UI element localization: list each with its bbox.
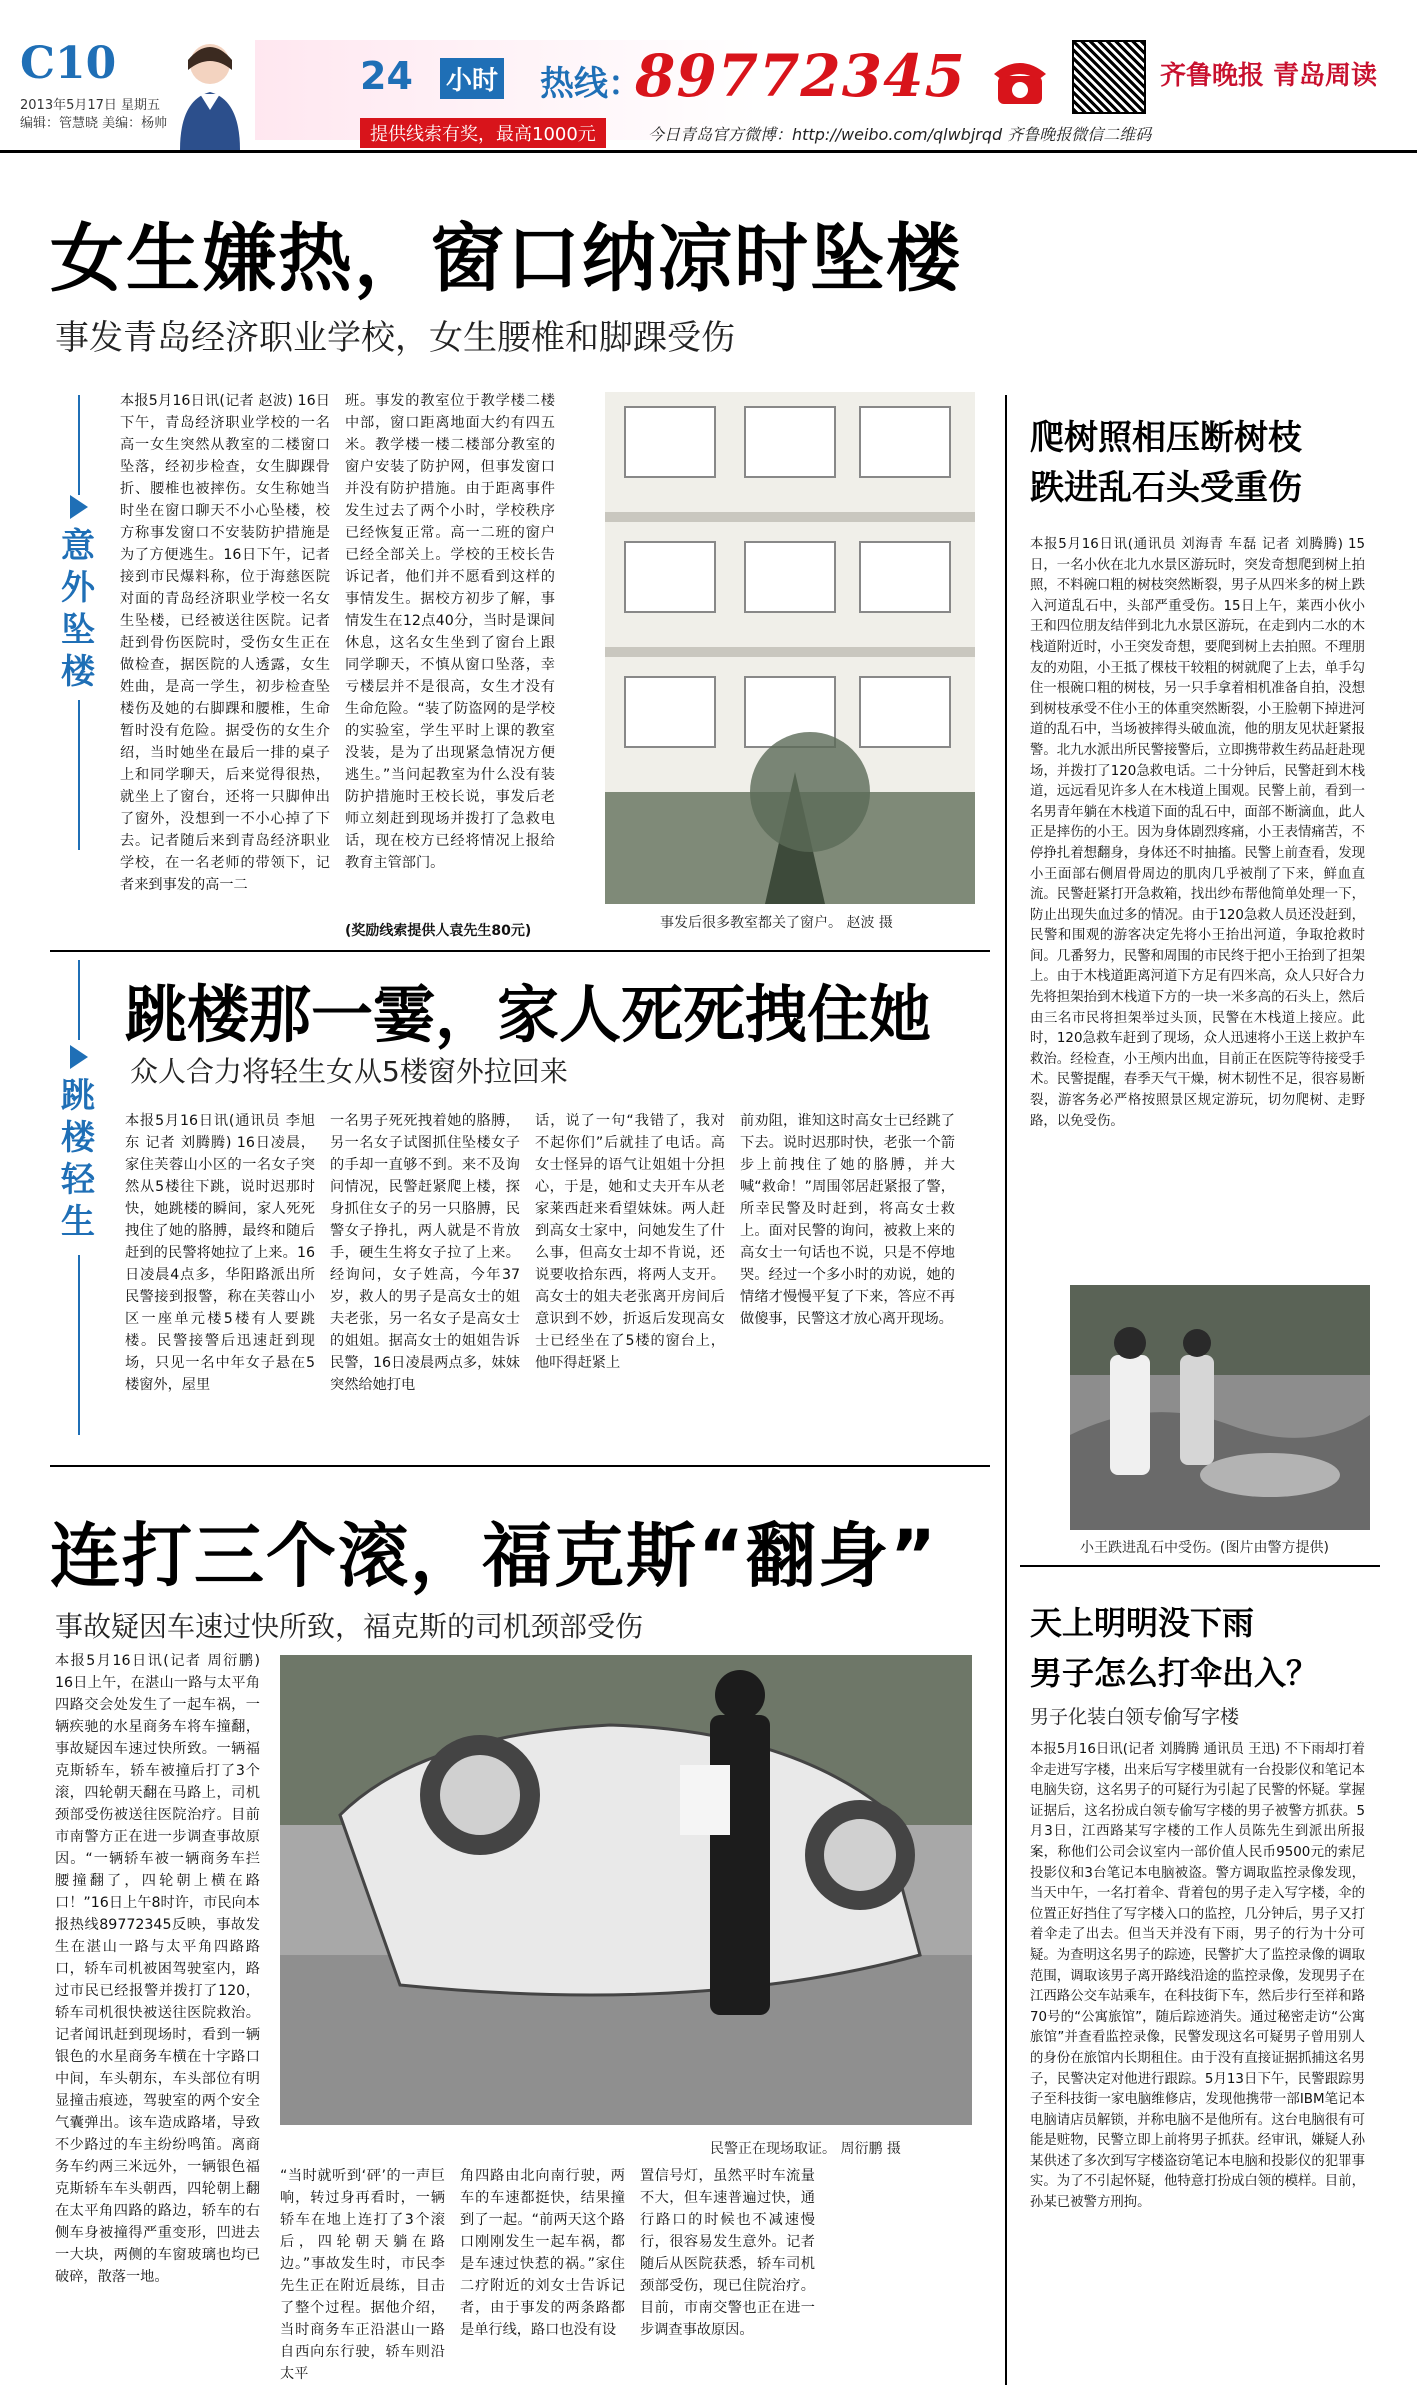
- story4-title-line2: 跌进乱石头受重伤: [1030, 468, 1302, 508]
- brand-logo: 齐鲁晚报 青岛周读: [1160, 61, 1378, 91]
- story2-col1: 本报5月16日讯(通讯员 李旭东 记者 刘腾腾) 16日凌晨，家住芙蓉山小区的一名女子突然从5楼往下跳，说时迟那时快，她跳楼的瞬间，家人死死拽住了她的胳膊，最终和随后赶到的民警将她拉了上来。16日凌晨4点多，华阳路派出所民警接到报警，称在芙蓉山小区一座单元楼5楼有人要跳楼。民警接警后迅速赶到现场，只见一名中年女子悬在5楼窗外，屋里: [125, 1113, 315, 1393]
- reward-badge: 提供线索有奖，最高1000元: [360, 118, 606, 148]
- story1-col1: 本报5月16日讯(记者 赵波) 16日下午，青岛经济职业学校的一名高一女生突然从教室的二楼窗口坠落，经初步检查，女生脚踝骨折、腰椎也被摔伤。女生称她当时坐在窗口聊天不小心坠楼，校方称事发窗口不安装防护措施是为了方便逃生。16日下午，记者接到市民爆料称，位于海慈医院对面的青岛经济职业学校一名女生坠楼，已经被送往医院。记者赶到骨伤医院时，受伤女生正在做检查，据医院的人透露，女生姓曲，是高一学生，初步检查坠楼伤及她的右脚踝和腰椎，生命暂时没有危险。据受伤的女生介绍，当时她坐在最后一排的桌子上和同学聊天，后来觉得很热，就坐上了窗台，还将一只脚伸出了窗外，没想到一不小心掉了下去。记者随后来到青岛经济职业学校，在一名老师的带领下，记者来到事发的高一二: [120, 393, 330, 893]
- story2-bottom-rule: [50, 1465, 990, 1467]
- story3-photo: [280, 1655, 972, 2125]
- story2-section-arrow: [70, 1045, 88, 1069]
- hotline-hours: 小时: [440, 58, 504, 99]
- story5-title-line1: 天上明明没下雨: [1030, 1604, 1255, 1642]
- story3-col2: “当时就听到‘砰’的一声巨响，转过身再看时，一辆轿车在地上连打了3个滚后，四轮朝天躺在路边。”事故发生时，市民李先生正在附近晨练，目击了整个过程。据他介绍，当时商务车正沿湛山一路自西向东行驶，轿车则沿太平: [280, 2168, 445, 2382]
- story2-col4: 前劝阻，谁知这时高女士已经跳了下去。说时迟那时快，老张一个箭步上前拽住了她的胳膊，并大喊“救命！”周围邻居赶紧报了警，所幸民警及时赶到，将高女士救上。面对民警的询问，被救上来的高女士一句话也不说，只是不停地哭。经过一个多小时的劝说，她的情绪才慢慢平复了下来，答应不再做傻事，民警这才放心离开现场。: [740, 1113, 955, 1327]
- story3-col1: 本报5月16日讯(记者 周衍鹏) 16日上午，在湛山一路与太平角四路交会处发生了一起车祸，一辆疾驰的水星商务车将车撞翻，事故疑因车速过快所致。一辆福克斯轿车，轿车被撞后打了3个滚，四轮朝天翻在马路上，司机颈部受伤被送往医院治疗。目前市南警方正在进一步调查事故原因。“一辆轿车被一辆商务车拦腰撞翻了，四轮朝上横在路口！”16日上午8时许，市民向本报热线89772345反映，事故发生在湛山一路与太平角四路路口，轿车司机被困驾驶室内，路过市民已经报警并拨打了120，轿车司机很快被送往医院救治。记者闻讯赶到现场时，看到一辆银色的水星商务车横在十字路口中间，车头朝东，车头部位有明显撞击痕迹，驾驶室的两个安全气囊弹出。该车造成路堵，导致不少路过的车主纷纷鸣笛。离商务车约两三米远外，一辆银色福克斯轿车车头朝西，四轮朝上翻在太平角四路的路边，轿车的右侧车身被撞得严重变形，凹进去一大块，两侧的车窗玻璃也均已破碎，散落一地。: [55, 1653, 260, 2285]
- story1-bottom-rule: [50, 950, 990, 952]
- story2-section-line: [78, 960, 80, 1040]
- story4-text: 本报5月16日讯(通讯员 刘海青 车磊 记者 刘腾腾) 15日，一名小伙在北九水景区游玩时，突发奇想爬到树上拍照，不料碗口粗的树枝突然断裂，男子从四米多的树上跌入河道乱石中，头部严重受伤。15日上午，莱西小伙小王和四位朋友结伴到北九水景区游玩，在走到内二水的木栈道附近时，小王突发奇想，要爬到树上去拍照。不理朋友的劝阻，小王抵了棵枝干较粗的树就爬了上去，单手勾住一根碗口粗的树枝，另一只手拿着相机准备自拍，没想到树枝承受不住小王的体重突然断裂，小王脸朝下掉进河道的乱石中，当场被摔得头破血流，他的朋友见状赶紧报警。北九水派出所民警接警后，立即携带救生药品赶赴现场，并拨打了120急救电话。二十分钟后，民警赶到木栈道，远远看见许多人在木栈道上围观。民警上前，看到一名男青年躺在木栈道下面的乱石中，面部不断滴血，此人正是摔伤的小王。因为身体剧烈疼痛，小王表情痛苦，不停挣扎着想翻身，身体还不时抽搐。民警上前查看，发现小王面部右侧眉骨周边的肌肉几乎被削了下来，鲜血直流。民警赶紧打开急救箱，找出纱布帮他简单处理一下，防止出现失血过多的情况。由于120急救人员还没赶到，民警和围观的游客决定先将小王抬出河道，争取抢救时间。几番努力，民警和周围的市民终于把小王抬到了担架上。由于木栈道距离河道下方足有四米高，众人只好合力先将担架抬到木栈道下方的一块一米多高的石头上，然后由三名市民将担架举过头顶，民警在木栈道上接应。此时，120急救车赶到了现场，众人迅速将小王送上救护车救治。经检查，小王颅内出血，目前正在医院等待接受手术。民警提醒，春季天气干燥，树木韧性不足，很容易断裂，游客务必严格按照景区规定游玩，切勿爬树、走野路，以免受伤。: [1030, 537, 1365, 1129]
- story2-subtitle: 众人合力将轻生女从5楼窗外拉回来: [130, 1055, 568, 1088]
- story2-section-label: 跳 楼 轻 生: [61, 1076, 95, 1242]
- operator-illustration: [170, 30, 250, 150]
- story1-photo: [605, 392, 975, 904]
- story3-photo-caption: 民警正在现场取证。 周衍鹏 摄: [710, 2141, 901, 2157]
- story4-bottom-rule: [1020, 1565, 1380, 1567]
- story5-subtitle: 男子化装白领专偷写字楼: [1030, 1706, 1240, 1728]
- story3-col3: 角四路由北向南行驶，两车的车速都挺快，结果撞到了一起。“前两天这个路口刚刚发生一起车祸，都是车速过快惹的祸。”家住二疗附近的刘女士告诉记者，由于事发的两条路都是单行线，路口也没有设: [460, 2168, 625, 2338]
- story1-section-label: 意 外 坠 楼: [61, 526, 95, 692]
- story4-photo-caption: 小王跌进乱石中受伤。(图片由警方提供): [1080, 1540, 1329, 1556]
- right-column-divider: [1005, 395, 1007, 2385]
- story1-photo-caption: 事发后很多教室都关了窗户。 赵波 摄: [660, 915, 893, 931]
- story2-col2: 一名男子死死拽着她的胳膊，另一名女子试图抓住坠楼女子的手却一直够不到。来不及询问情况，民警赶紧爬上楼，探身抓住女子的另一只胳膊，民警女子挣扎，两人就是不肯放手，硬生生将女子拉了上来。经询问，女子姓高，今年37岁，救人的男子是高女士的姐夫老张，另一名女子是高女士的姐姐。据高女士的姐姐告诉民警，16日凌晨两点多，妹妹突然给她打电: [330, 1113, 520, 1393]
- story2-title: 跳楼那一霎，家人死死拽住她: [125, 978, 932, 1051]
- hotline-24: 24: [360, 54, 413, 98]
- story2-section-line-lower: [78, 1255, 80, 1435]
- story3-subtitle: 事故疑因车速过快所致，福克斯的司机颈部受伤: [55, 1610, 644, 1643]
- story2-col3: 话，说了一句“我错了，我对不起你们”后就挂了电话。高女士怪异的语气让姐姐十分担心，于是，她和丈夫开车从老家莱西赶来看望妹妹。两人赶到高女士家中，问她发生了什么事，但高女士却不肯说，还说要收拾东西，将两人支开。高女士的姐夫老张离开房间后意识到不妙，折返后发现高女士已经坐在了5楼的窗台上，他吓得赶紧上: [535, 1113, 725, 1371]
- page-header: [0, 0, 1417, 150]
- story1-col2: 班。事发的教室位于教学楼二楼中部，窗口距离地面大约有四五米。教学楼一楼二楼部分教室的窗户安装了防护网，但事发窗口并没有防护措施。由于距离事件发生过去了两个小时，学校秩序已经恢复正常。高一二班的窗户已经全部关上。学校的王校长告诉记者，他们并不愿看到这样的事情发生。据校方初步了解，事情发生在12点40分，当时是课间休息，这名女生坐到了窗台上跟同学聊天，不慎从窗口坠落，幸亏楼层并不是很高，女生才没有生命危险。“装了防盗网的是学校的实验室，学生平时上课的教室没装，是为了出现紧急情况方便逃生。”当问起教室为什么没有装防护措施时王校长说，事发后老师立刻赶到现场并拨打了急救电话，现在校方已经将情况上报给教育主管部门。: [345, 393, 555, 871]
- story4-title-line1: 爬树照相压断树枝: [1030, 418, 1302, 458]
- story1-title: 女生嫌热，窗口纳凉时坠楼: [50, 216, 962, 302]
- story1-subtitle: 事发青岛经济职业学校，女生腰椎和脚踝受伤: [55, 318, 735, 358]
- story4-photo: [1070, 1285, 1370, 1530]
- page-number: C10: [20, 38, 117, 89]
- story1-section-line: [78, 395, 80, 495]
- phone-icon: [990, 50, 1050, 114]
- story5-title-line2: 男子怎么打伞出入？: [1030, 1654, 1319, 1692]
- story3-title: 连打三个滚，福克斯“翻身”: [50, 1515, 939, 1597]
- editor-credits: 编辑：管慧晓 美编：杨帅: [20, 116, 168, 131]
- story1-section-arrow: [70, 495, 88, 519]
- weibo-line: 今日青岛官方微博：http://weibo.com/qlwbjrqd 齐鲁晚报微信二维码: [648, 125, 1152, 144]
- header-rule: [0, 150, 1417, 153]
- story5-text: 本报5月16日讯(记者 刘腾腾 通讯员 王迅) 不下雨却打着伞走进写字楼，出来后写字楼里就有一台投影仪和笔记本电脑失窃，这名男子的可疑行为引起了民警的怀疑。掌握证据后，这名扮成白领专偷写字楼的男子被警方抓获。5月3日，江西路某写字楼的工作人员陈先生到派出所报案，称他们公司会议室内一部价值人民币9500元的索尼投影仪和3台笔记本电脑被盗。警方调取监控录像发现，当天中午，一名打着伞、背着包的男子走入写字楼，伞的位置正好挡住了写字楼入口的监控，几分钟后，男子又打着伞走了出去。但当天并没有下雨，男子的行为十分可疑。为查明这名男子的踪迹，民警扩大了监控录像的调取范围，调取该男子离开路线沿途的监控录像，发现男子在江西路公交车站乘车，在科技街下车，然后步行至祥和路70号的“公寓旅馆”，随后踪迹消失。通过秘密走访“公寓旅馆”并查看监控录像，民警发现这名可疑男子曾用别人的身份在旅馆内长期租住。由于没有直接证据抓捕这名男子，民警决定对他进行跟踪。5月13日下午，民警跟踪男子至科技街一家电脑维修店，发现他携带一部IBM笔记本电脑请店员解锁，并称电脑不是他所有。这台电脑很有可能是赃物，民警立即上前将男子抓获。经审讯，嫌疑人孙某供述了多次到写字楼盗窃笔记本电脑和投影仪的犯罪事实。为了不引起怀疑，他特意打扮成白领的模样。目前，孙某已被警方刑拘。: [1030, 1742, 1365, 2211]
- issue-date: 2013年5月17日 星期五: [20, 98, 161, 113]
- hotline-number: 89772345: [635, 42, 966, 110]
- qr-code-icon: [1072, 40, 1146, 114]
- story3-col4: 置信号灯，虽然平时车流量不大，但车速普遍过快，通行路口的时候也不减速慢行，很容易发生意外。记者随后从医院获悉，轿车司机颈部受伤，现已住院治疗。目前，市南交警也正在进一步调查事故原因。: [640, 2168, 815, 2338]
- story1-section-line-lower: [78, 700, 80, 850]
- hotline-word: 热线：: [540, 64, 642, 104]
- story1-reward-note: (奖励线索提供人袁先生80元): [345, 923, 532, 939]
